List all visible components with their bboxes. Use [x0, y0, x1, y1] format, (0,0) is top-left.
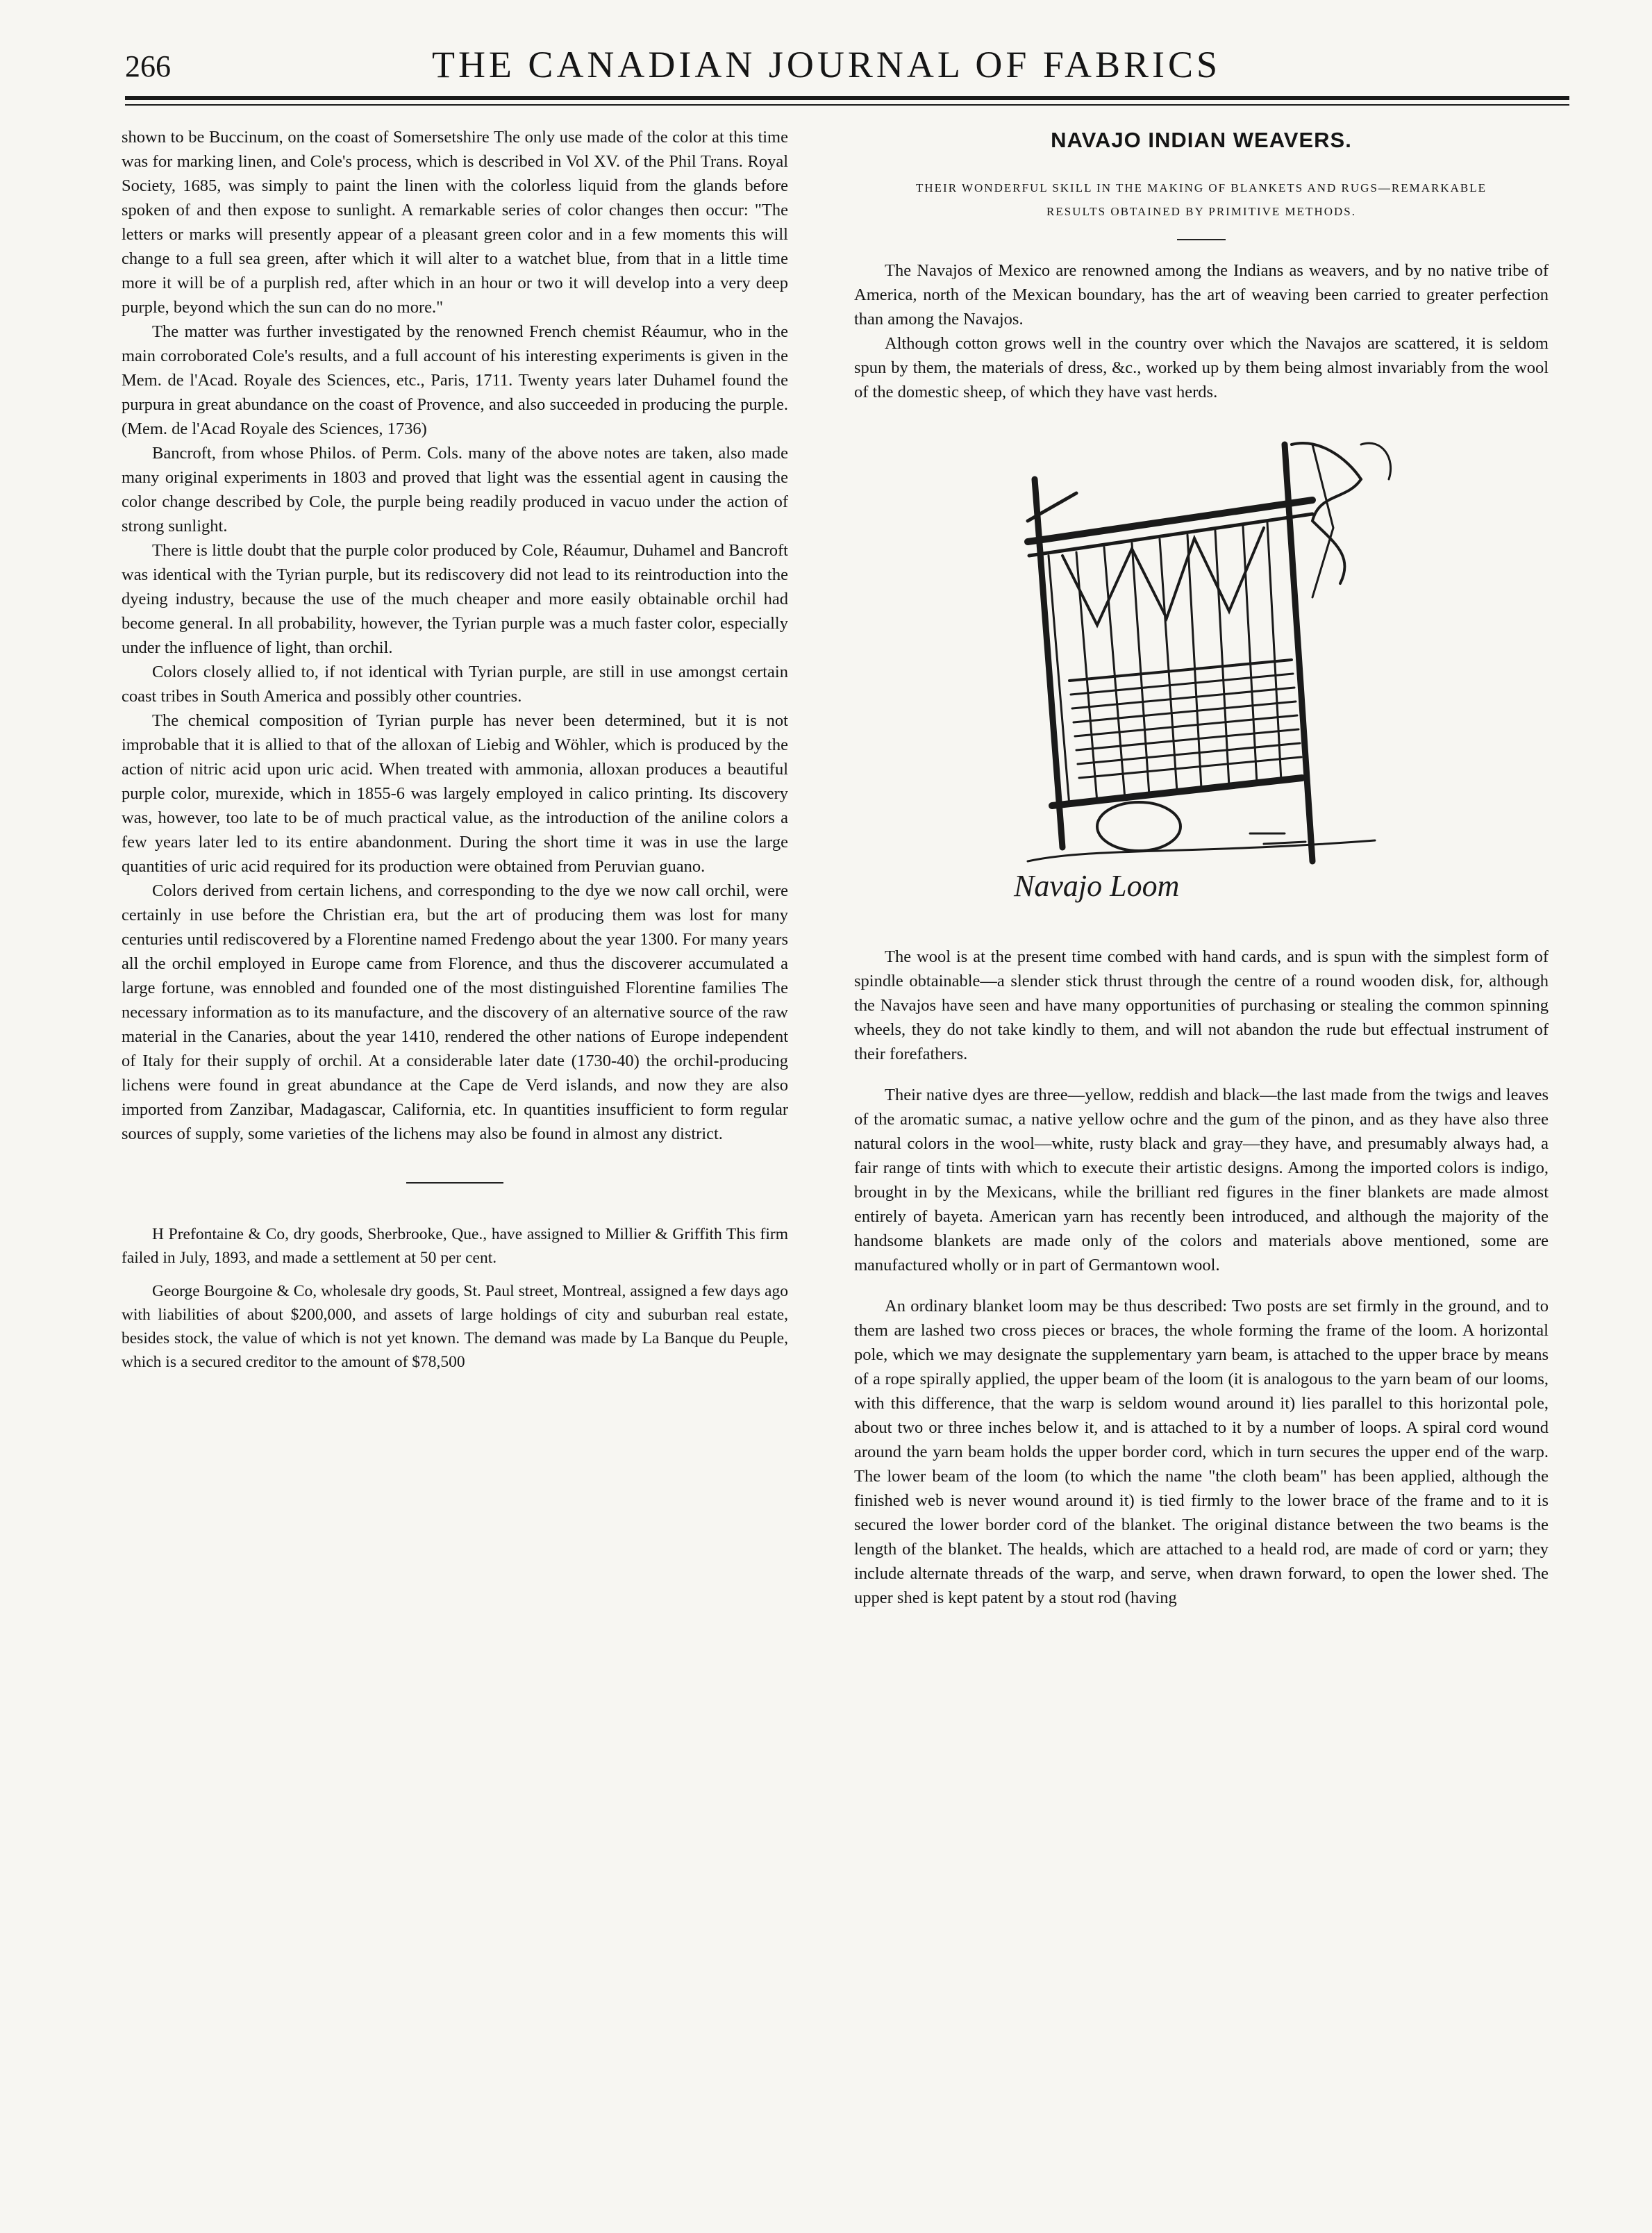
paragraph: The chemical composition of Tyrian purple has never been determined, but it is not improbable that it is allied to that of the alloxan of Liebig and Wöhler, which is produced by the action of nitric acid upon uric acid. When treated with ammonia, alloxan produces a beautiful purple color, murexide, which in 1855-6 was largely employed in calico printing. Its discovery was, however, too late to be of much practical value, as the introduction of the aniline colors a few years later led to its entire abandonment. During the short time it was in use the large quantities of uric acid required for its production were obtained from Peruvian guano.: [122, 711, 788, 876]
title-divider: [1177, 239, 1226, 240]
trade-note: George Bourgoine & Co, wholesale dry goods, St. Paul street, Montreal, assigned a few days ago with liabilities of about $200,000, and assets of large holdings of city and suburban real estate, besides stock, the value of which is not yet known. The demand was made by La Banque du Peuple, which is a secured creditor to the amount of $78,500: [122, 1282, 788, 1371]
article-title: NAVAJO INDIAN WEAVERS.: [1051, 128, 1352, 152]
header-rule: [125, 96, 1569, 100]
paragraph: Although cotton grows well in the country over which the Navajos are scattered, it is seldom spun by them, the materials of dress, &c., worked up by them being almost invariably from the wool of the domestic sheep, of which they have vast herds.: [854, 334, 1549, 401]
paragraph: Bancroft, from whose Philos. of Perm. Cols. many of the above notes are taken, also made many original experiments in 1803 and proved that light was the essential agent in causing the color change described by Cole, the purple being readily produced in vacuo under the action of strong sunlight.: [122, 444, 788, 536]
paragraph: Colors closely allied to, if not identical with Tyrian purple, are still in use amongst certain coast tribes in South America and possibly other countries.: [122, 663, 788, 706]
page-header: [83, 28, 1569, 97]
paragraph: The matter was further investigated by the renowned French chemist Réaumur, who in the main corroborated Cole's results, and a full account of his interesting experiments is given in the Mem. de l'Acad. Royale des Sciences, etc., Paris, 1711. Twenty years later Duhamel found the purpura in great abundance on the coast of Provence, and also succeeded in producing the purple. (Mem. de l'Acad Royale des Sciences, 1736): [122, 322, 788, 438]
section-divider: [406, 1182, 503, 1184]
paragraph: shown to be Buccinum, on the coast of Somersetshire The only use made of the color at this time was for marking linen, and Cole's process, which is described in Vol XV. of the Phil Trans. Royal Society, 1685, was simply to paint the linen with the colorless liquid from the glands before spoken of and then expose to sunlight. A remarkable series of color changes then occur: "The letters or marks will presently appear of a pleasant green color and in a few moments this will change to a full sea green, after which it will alter to a watchet blue, from that in a little time more it will be of a purplish red, after which in an hour or two it will develop into a very deep purple, beyond which the sun can do no more.": [122, 128, 788, 317]
paragraph: An ordinary blanket loom may be thus described: Two posts are set firmly in the ground, and to them are lashed two cross pieces or braces, the whole forming the frame of the loom. A horizontal pole, which we may designate the supplementary yarn beam, is attached to the upper brace by means of a rope spirally applied, the upper beam of the loom (it is analogous to the yarn beam of our looms, with this difference, that the warp is seldom wound around it) lies parallel to this horizontal pole, about two or three inches below it, and is attached to it by a number of loops. A spiral cord wound around the yarn beam holds the upper border cord, which in turn secures the upper end of the warp. The lower beam of the loom (to which the name "the cloth beam" has been applied, although the finished web is never wound around it) is tied firmly to the lower brace of the frame and to it is secured the lower border cord of the blanket. The original distance between the two beams is the length of the blanket. The healds, which are attached to a heald rod, are made of cord or yarn; they include alternate threads of the warp, and serve, when drawn forward, to open the lower shed. The upper shed is kept patent by a stout rod (having: [854, 1297, 1549, 1607]
navajo-loom-illustration: [986, 417, 1417, 924]
right-column: [854, 125, 1549, 1610]
trade-notes: [122, 1222, 788, 1374]
illustration-signature: Navajo Loom: [1014, 869, 1180, 903]
header-rule-thin: [125, 104, 1569, 106]
left-column: [122, 125, 788, 1384]
trade-note: H Prefontaine & Co, dry goods, Sherbrooke, Que., have assigned to Millier & Griffith This firm failed in July, 1893, and made a settlement at 50 per cent.: [122, 1225, 788, 1267]
journal-title: THE CANADIAN JOURNAL OF FABRICS: [431, 44, 1221, 85]
paragraph: Their native dyes are three—yellow, reddish and black—the last made from the twigs and leaves of the aromatic sumac, a native yellow ochre and the gum of the pinon, and as they have also three natural colors in the wool—white, rusty black and gray—they have, and presumably always had, a fair range of tints with which to execute their artistic designs. Among the imported colors is indigo, brought in by the Mexicans, while the brilliant red figures in the finer blankets are made almost entirely of bayeta. American yarn has recently been introduced, and although the majority of the handsome blankets are made only of the colors and materials above mentioned, some are manufactured wholly or in part of Germantown wool.: [854, 1086, 1549, 1275]
paragraph: The wool is at the present time combed with hand cards, and is spun with the simplest form of spindle obtainable—a slender stick thrust through the centre of a round wooden disk, for, although the Navajos have seen and have many opportunities of purchasing or stealing the common spinning wheels, they do not take kindly to them, and will not abandon the rude but effectual instrument of their forefathers.: [854, 947, 1549, 1063]
paragraph: There is little doubt that the purple color produced by Cole, Réaumur, Duhamel and Bancroft was identical with the Tyrian purple, but its rediscovery did not lead to its reintroduction into the dyeing industry, because the use of the much cheaper and more easily obtainable orchil had become general. In all probability, however, the Tyrian purple was a much faster color, especially under the influence of light, than orchil.: [122, 541, 788, 657]
paragraph: Colors derived from certain lichens, and corresponding to the dye we now call orchil, were certainly in use before the Christian era, but the art of producing them was lost for many centuries until rediscovered by a Florentine named Fredengo about the year 1300. For many years all the orchil employed in Europe came from Florence, and thus the discoverer accumulated a large fortune, was ennobled and founded one of the most distinguished Florentine families The necessary information as to its manufacture, and the discovery of an alternative source of the raw material in the Canaries, about the year 1410, rendered the other nations of Europe independent of Italy for their supply of orchil. At a considerable later date (1730-40) the orchil-producing lichens were found in great abundance at the Cape de Verd islands, and now they are also imported from Zanzibar, Madagascar, California, etc. In quantities insufficient to form regular sources of supply, some varieties of the lichens may also be found in almost any district.: [122, 881, 788, 1143]
article-subtitle: THEIR WONDERFUL SKILL IN THE MAKING OF BLANKETS AND RUGS—REMARKABLE RESULTS OBTAINED BY PRIMITIVE METHODS.: [915, 181, 1487, 218]
page-number: 266: [125, 49, 171, 83]
paragraph: The Navajos of Mexico are renowned among the Indians as weavers, and by no native tribe of America, north of the Mexican boundary, has the art of weaving been carried to greater perfection than among the Navajos.: [854, 261, 1549, 329]
